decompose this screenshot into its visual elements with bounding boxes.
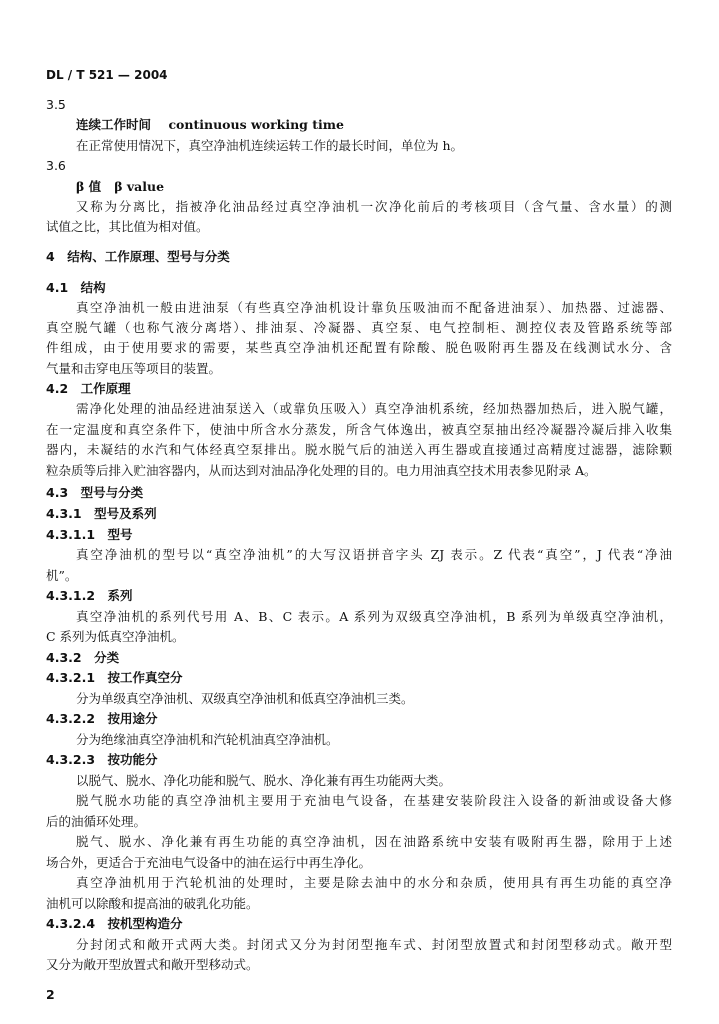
definition-3-5: 在正常使用情况下，真空净油机连续运转工作的最长时间，单位为 h。: [76, 138, 464, 153]
section-heading-4-3-2-1: 4.3.2.1 按工作真空分: [46, 670, 183, 685]
term-cn: β 值: [76, 179, 102, 194]
paragraph-line: 分为单级真空净油机、双级真空净油机和低真空净油机三类。: [76, 691, 414, 706]
paragraph-line: 脱气脱水功能的真空净油机主要用于充油电气设备，在基建安装阶段注入设备的新油或设备大修: [76, 793, 672, 808]
term-cn: 连续工作时间: [76, 117, 152, 132]
paragraph-line: 气量和击穿电压等项目的装置。: [46, 361, 222, 376]
section-heading-4-3-2: 4.3.2 分类: [46, 650, 120, 665]
paragraph-line: 脱气、脱水、净化兼有再生功能的真空净油机，因在油路系统中安装有吸附再生器，除用于上述: [76, 834, 672, 849]
paragraph-line: 需净化处理的油品经进油泵送入（或靠负压吸入）真空净油机系统，经加热器加热后，进入脱气罐，: [76, 401, 672, 416]
paragraph-line: 分封闭式和敞开式两大类。封闭式又分为封闭型拖车式、封闭型放置式和封闭型移动式。敞开型: [76, 937, 672, 952]
paragraph-line: 机”。: [46, 568, 78, 583]
clause-number-3-6: 3.6: [46, 158, 66, 173]
term-en: β value: [114, 179, 165, 194]
paragraph-line: 又分为敞开型放置式和敞开型移动式。: [46, 957, 259, 972]
section-heading-4-3-2-4: 4.3.2.4 按机型构造分: [46, 916, 183, 931]
paragraph-line: 真空净油机的型号以“真空净油机”的大写汉语拼音字头 ZJ 表示。Z 代表“真空”，J 代表“净油: [76, 547, 672, 562]
page-number: 2: [46, 987, 55, 1002]
paragraph-line: 后的油循环处理。: [46, 814, 147, 829]
section-heading-4-1: 4.1 结构: [46, 280, 106, 295]
paragraph-line: 粒杂质等后排入贮油容器内，从而达到对油品净化处理的目的。电力用油真空技术用表参见附录 A。: [46, 463, 597, 478]
section-heading-4-3-2-3: 4.3.2.3 按功能分: [46, 752, 158, 767]
section-heading-4-2: 4.2 工作原理: [46, 381, 131, 396]
standard-code-header: DL / T 521 — 2004: [46, 68, 168, 82]
paragraph-line: 在一定温度和真空条件下，使油中所含水分蒸发，所含气体逸出，被真空泵抽出经冷凝器冷凝后排入收集: [46, 422, 672, 437]
definition-3-6-line1: 又称为分离比，指被净化油品经过真空净油机一次净化前后的考核项目（含气量、含水量）的测: [76, 199, 672, 214]
paragraph-line: 油机可以除酸和提高油的破乳化功能。: [46, 896, 259, 911]
paragraph-line: 场合外，更适合于充油电气设备中的油在运行中再生净化。: [46, 855, 372, 870]
paragraph-line: 件组成，由于使用要求的需要，某些真空净油机还配置有除酸、脱色吸附再生器及在线测试水分、含: [46, 340, 672, 355]
paragraph-line: C 系列为低真空净油机。: [46, 629, 185, 644]
section-heading-4-3-2-2: 4.3.2.2 按用途分: [46, 711, 158, 726]
section-heading-4-3-1-1: 4.3.1.1 型号: [46, 527, 133, 542]
section-heading-4: 4 结构、工作原理、型号与分类: [46, 249, 230, 264]
paragraph-line: 真空净油机用于汽轮机油的处理时，主要是除去油中的水分和杂质，使用具有再生功能的真空净: [76, 875, 672, 890]
paragraph-line: 真空脱气罐（也称气液分离塔）、排油泵、冷凝器、真空泵、电气控制柜、测控仪表及管路系统等部: [46, 320, 672, 335]
section-heading-4-3-1: 4.3.1 型号及系列: [46, 506, 157, 521]
paragraph-line: 以脱气、脱水、净化功能和脱气、脱水、净化兼有再生功能两大类。: [76, 773, 452, 788]
clause-number-3-5: 3.5: [46, 97, 66, 112]
term-title-3-5: [76, 117, 344, 133]
section-heading-4-3: 4.3 型号与分类: [46, 485, 144, 500]
paragraph-line: 分为绝缘油真空净油机和汽轮机油真空净油机。: [76, 732, 339, 747]
section-heading-4-3-1-2: 4.3.1.2 系列: [46, 588, 133, 603]
term-title-3-6: [76, 179, 164, 195]
paragraph-line: 真空净油机的系列代号用 A、B、C 表示。A 系列为双级真空净油机，B 系列为单级真空净油机，: [76, 609, 672, 624]
paragraph-line: 真空净油机一般由进油泵（有些真空净油机设计靠负压吸油而不配备进油泵）、加热器、过滤器、: [76, 300, 672, 315]
definition-3-6-line2: 试值之比，其比值为相对值。: [46, 219, 209, 234]
paragraph-line: 器内，未凝结的水汽和气体经真空泵排出。脱水脱气后的油送入再生器或直接通过高精度过滤器，滤除颗: [46, 442, 672, 457]
term-en: continuous working time: [168, 117, 344, 132]
